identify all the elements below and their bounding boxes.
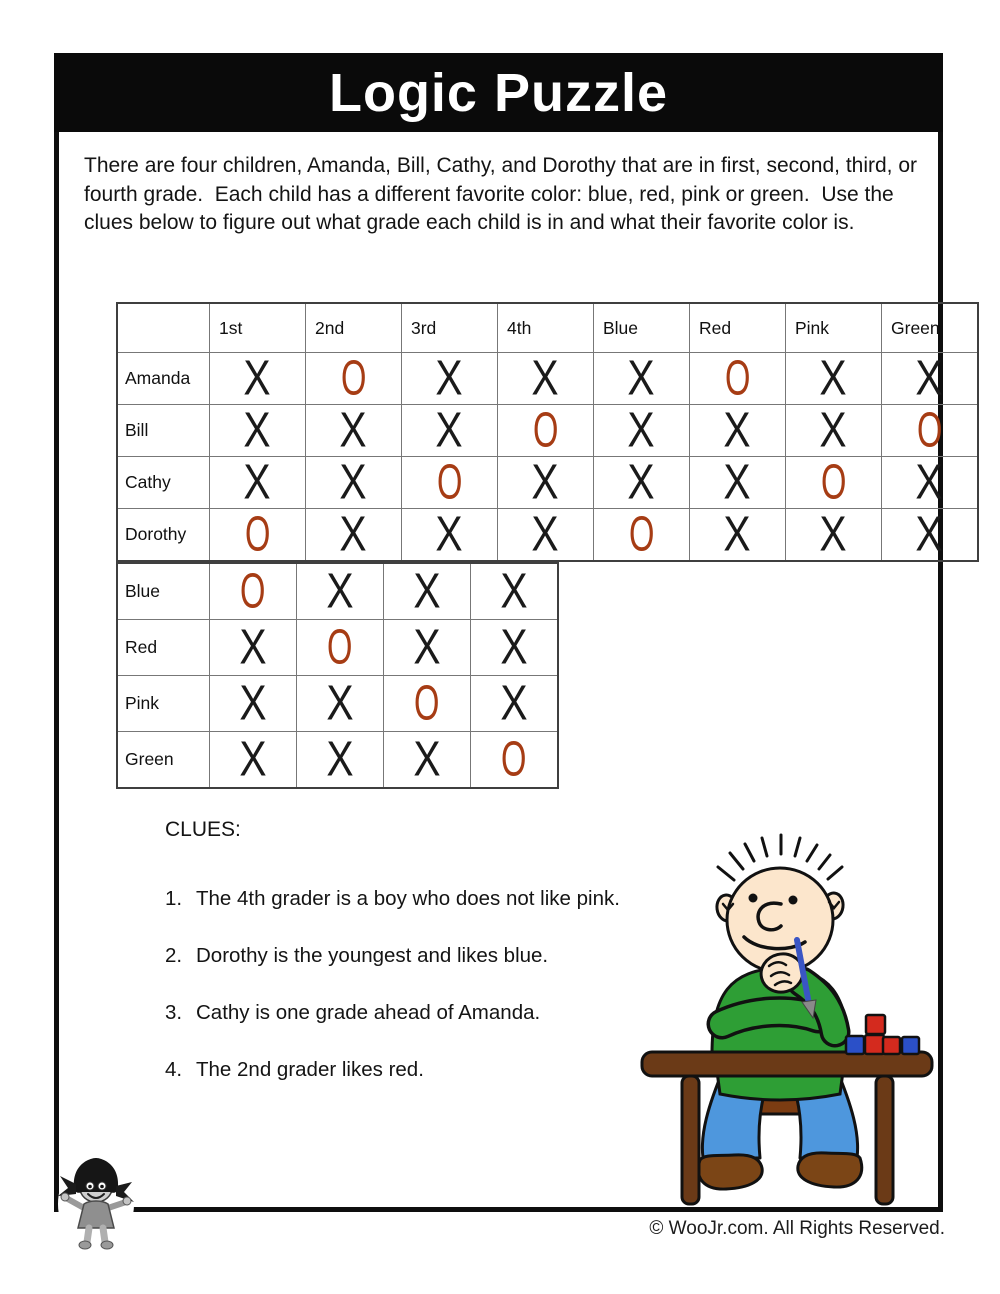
grid-lower-table: [116, 562, 559, 789]
shoe-left: [698, 1155, 762, 1189]
grid-row: [117, 457, 978, 509]
x-mark: X: [500, 675, 528, 731]
grid-cell: [384, 620, 471, 676]
o-mark: O: [501, 731, 527, 787]
column-header: 2nd: [306, 303, 402, 353]
x-mark: X: [339, 402, 368, 458]
row-label: Cathy: [117, 457, 210, 509]
grid-cell: [594, 454, 690, 510]
grid-cell: [882, 350, 979, 406]
grid-cell: [498, 454, 594, 510]
shoe-right: [798, 1153, 862, 1187]
x-mark: X: [326, 563, 354, 619]
page-title: Logic Puzzle: [328, 62, 669, 123]
x-mark: X: [500, 619, 528, 675]
grid-cell: [471, 676, 559, 732]
grid-cell: [210, 620, 297, 676]
grid-corner-cell: [117, 303, 210, 353]
row-label: Dorothy: [117, 509, 210, 562]
x-mark: X: [239, 619, 267, 675]
intro-paragraph: There are four children, Amanda, Bill, Cathy, and Dorothy that are in first, second, third, or fourth grade. Each child has a different favorite color: blue, red, pink or green. Use the clues below to figure out what grade each child is in and what their favorite color is.: [84, 154, 923, 235]
grid-row: [117, 732, 558, 789]
grid-cell: [786, 402, 882, 458]
x-mark: X: [339, 506, 368, 562]
boy-figure: [712, 835, 848, 1054]
clue-number: 2.: [165, 944, 183, 967]
toy-blocks: [846, 1015, 919, 1054]
column-header: Green: [882, 303, 979, 353]
grid-cell: [384, 732, 471, 789]
clue-number: 3.: [165, 1001, 183, 1024]
grid-cell: [297, 620, 384, 676]
grid-cell: [402, 454, 498, 510]
copyright-text: © WooJr.com. All Rights Reserved.: [649, 1218, 945, 1239]
grid-cell: [882, 402, 979, 458]
grid-cell: [786, 454, 882, 510]
desk-leg-left: [682, 1076, 699, 1204]
grid-cell: [594, 506, 690, 562]
grid-row: [117, 676, 558, 732]
x-mark: X: [239, 675, 267, 731]
grid-cell: [297, 732, 384, 789]
grid-cell: [498, 506, 594, 562]
column-header: 4th: [498, 303, 594, 353]
grid-row: [117, 405, 978, 457]
grid-cell: [210, 506, 306, 562]
x-mark: X: [435, 402, 464, 458]
grid-cell: [384, 676, 471, 732]
grid-cell: [297, 563, 384, 620]
x-mark: X: [500, 563, 528, 619]
grid-cell: [297, 676, 384, 732]
x-mark: X: [915, 454, 944, 510]
grid-row: [117, 509, 978, 562]
clue-text: Cathy is one grade ahead of Amanda.: [196, 1001, 541, 1024]
o-mark: O: [340, 350, 367, 406]
grid-cell: [594, 350, 690, 406]
clue-text: The 2nd grader likes red.: [196, 1058, 424, 1081]
row-label: Green: [117, 732, 210, 789]
grid-cell: [306, 454, 402, 510]
o-mark: O: [240, 563, 266, 619]
girl-mascot-illustration: [56, 1152, 136, 1252]
desk-top: [642, 1052, 932, 1076]
x-mark: X: [413, 731, 441, 787]
x-mark: X: [413, 619, 441, 675]
row-label: Blue: [117, 563, 210, 620]
o-mark: O: [436, 454, 463, 510]
desk-leg-right: [876, 1076, 893, 1204]
grid-cell: [210, 563, 297, 620]
grid-cell: [498, 402, 594, 458]
grid-cell: [306, 506, 402, 562]
x-mark: X: [915, 350, 944, 406]
grid-cell: [882, 454, 979, 510]
x-mark: X: [819, 402, 848, 458]
grid-cell: [384, 563, 471, 620]
o-mark: O: [532, 402, 559, 458]
boy-at-desk-illustration: [630, 818, 940, 1208]
x-mark: X: [435, 350, 464, 406]
o-mark: O: [244, 506, 271, 562]
grid-cell: [498, 350, 594, 406]
x-mark: X: [819, 350, 848, 406]
column-header: 3rd: [402, 303, 498, 353]
x-mark: X: [723, 506, 752, 562]
grid-header-row: [117, 303, 978, 353]
grid-cell: [471, 732, 559, 789]
column-header: Red: [690, 303, 786, 353]
x-mark: X: [627, 454, 656, 510]
grid-cell: [402, 350, 498, 406]
x-mark: X: [819, 506, 848, 562]
o-mark: O: [724, 350, 751, 406]
grid-cell: [210, 732, 297, 789]
x-mark: X: [339, 454, 368, 510]
clue-number: 4.: [165, 1058, 183, 1081]
grid-cell: [402, 506, 498, 562]
x-mark: X: [326, 731, 354, 787]
row-label: Pink: [117, 676, 210, 732]
column-header: Blue: [594, 303, 690, 353]
x-mark: X: [435, 506, 464, 562]
x-mark: X: [531, 506, 560, 562]
column-header: Pink: [786, 303, 882, 353]
x-mark: X: [413, 563, 441, 619]
grid-row: [117, 620, 558, 676]
grid-cell: [594, 402, 690, 458]
grid-cell: [471, 620, 559, 676]
x-mark: X: [723, 454, 752, 510]
x-mark: X: [239, 731, 267, 787]
clue-text: The 4th grader is a boy who does not like pink.: [196, 887, 620, 910]
grid-row: [117, 563, 558, 620]
grid-cell: [306, 350, 402, 406]
grid-cell: [402, 402, 498, 458]
grid-cell: [690, 454, 786, 510]
x-mark: X: [243, 454, 272, 510]
o-mark: O: [820, 454, 847, 510]
grid-upper-table: [116, 302, 979, 562]
grid-cell: [690, 506, 786, 562]
grid-cell: [786, 350, 882, 406]
row-label: Amanda: [117, 353, 210, 405]
row-label: Bill: [117, 405, 210, 457]
logic-grid: [116, 302, 979, 789]
o-mark: O: [628, 506, 655, 562]
x-mark: X: [627, 402, 656, 458]
x-mark: X: [243, 402, 272, 458]
x-mark: X: [243, 350, 272, 406]
clue-number: 1.: [165, 887, 183, 910]
clues-heading: CLUES:: [165, 818, 241, 841]
grid-cell: [690, 350, 786, 406]
grid-cell: [210, 402, 306, 458]
grid-cell: [306, 402, 402, 458]
o-mark: O: [414, 675, 440, 731]
grid-row: [117, 353, 978, 405]
clue-text: Dorothy is the youngest and likes blue.: [196, 944, 549, 967]
grid-cell: [210, 676, 297, 732]
x-mark: X: [915, 506, 944, 562]
x-mark: X: [531, 350, 560, 406]
x-mark: X: [531, 454, 560, 510]
grid-cell: [786, 506, 882, 562]
x-mark: X: [326, 675, 354, 731]
x-mark: X: [723, 402, 752, 458]
title-bar: [54, 53, 943, 132]
grid-cell: [210, 350, 306, 406]
grid-cell: [210, 454, 306, 510]
o-mark: O: [916, 402, 943, 458]
o-mark: O: [327, 619, 353, 675]
row-label: Red: [117, 620, 210, 676]
column-header: 1st: [210, 303, 306, 353]
grid-cell: [882, 506, 979, 562]
grid-cell: [690, 402, 786, 458]
grid-cell: [471, 563, 559, 620]
x-mark: X: [627, 350, 656, 406]
